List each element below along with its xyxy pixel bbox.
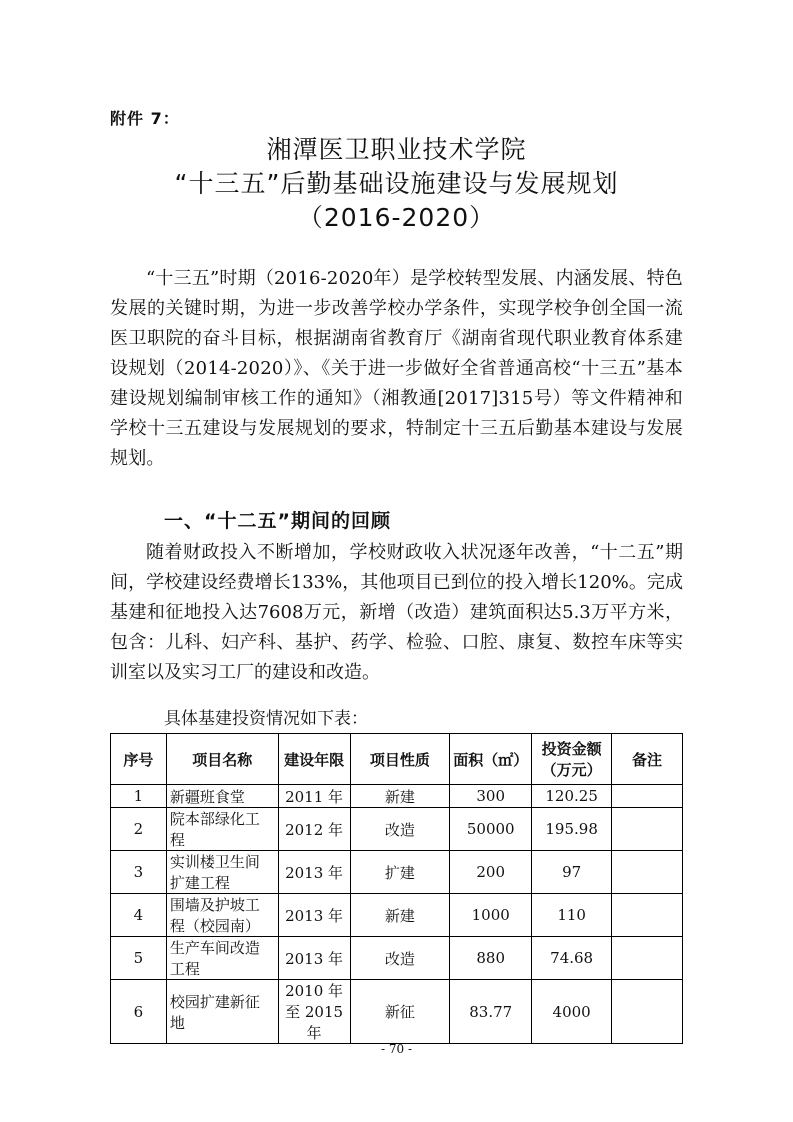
cell-nature: 扩建	[350, 851, 450, 894]
cell-years: 2013 年	[278, 851, 350, 894]
cell-years: 2013 年	[278, 894, 350, 937]
header-invest-line2: （万元）	[541, 761, 602, 779]
cell-remark	[612, 808, 683, 851]
section-heading: 一、“十二五”期间的回顾	[164, 510, 391, 532]
table-header-row	[111, 734, 683, 785]
cell-name: 实训楼卫生间扩建工程	[166, 851, 278, 894]
cell-years: 2012 年	[278, 808, 350, 851]
table-row	[111, 980, 683, 1044]
header-area: 面积（㎡）	[450, 734, 532, 785]
review-paragraph: 随着财政投入不断增加，学校财政收入状况逐年改善，“十二五”期间，学校建设经费增长133%，其他项目已到位的投入增长120%。完成基建和征地投入达7608万元，新增（改造）建筑面积达5.3万平方米，包含：儿科、妇产科、基护、药学、检验、口腔、康复、数控车床等实训室以及实习工厂的建设和改造。	[110, 542, 683, 683]
cell-years: 2010 年至 2015 年	[278, 980, 350, 1044]
table-caption: 具体基建投资情况如下表：	[164, 709, 368, 729]
cell-no: 2	[111, 808, 167, 851]
cell-invest: 195.98	[532, 808, 612, 851]
cell-area: 200	[450, 851, 532, 894]
table-row	[111, 785, 683, 808]
cell-invest: 97	[532, 851, 612, 894]
title-line-3: （2016-2020）	[297, 203, 496, 232]
cell-no: 4	[111, 894, 167, 937]
cell-years: 2011 年	[278, 785, 350, 808]
cell-remark	[612, 894, 683, 937]
cell-area: 83.77	[450, 980, 532, 1044]
attachment-label: 附件 7：	[110, 109, 180, 128]
cell-invest: 4000	[532, 980, 612, 1044]
table-row	[111, 851, 683, 894]
cell-no: 6	[111, 980, 167, 1044]
header-remark: 备注	[612, 734, 683, 785]
cell-name: 生产车间改造工程	[166, 937, 278, 980]
cell-nature: 新建	[350, 785, 450, 808]
cell-no: 3	[111, 851, 167, 894]
header-invest-line1: 投资金额	[541, 740, 602, 758]
table-row	[111, 808, 683, 851]
title-line-2: “十三五”后勤基础设施建设与发展规划	[174, 169, 619, 198]
header-name: 项目名称	[166, 734, 278, 785]
header-years: 建设年限	[278, 734, 350, 785]
cell-invest: 120.25	[532, 785, 612, 808]
cell-remark	[612, 937, 683, 980]
header-nature: 项目性质	[350, 734, 450, 785]
cell-area: 880	[450, 937, 532, 980]
cell-nature: 新建	[350, 894, 450, 937]
cell-nature: 改造	[350, 937, 450, 980]
title-line-1: 湘潭医卫职业技术学院	[266, 135, 527, 164]
cell-name: 院本部绿化工程	[166, 808, 278, 851]
cell-name: 围墙及护坡工程（校园南）	[166, 894, 278, 937]
table-row	[111, 937, 683, 980]
cell-nature: 改造	[350, 808, 450, 851]
cell-invest: 74.68	[532, 937, 612, 980]
header-invest	[532, 734, 612, 785]
header-no: 序号	[111, 734, 167, 785]
cell-invest: 110	[532, 894, 612, 937]
cell-years: 2013 年	[278, 937, 350, 980]
investment-table	[110, 733, 683, 1044]
cell-remark	[612, 785, 683, 808]
cell-remark	[612, 851, 683, 894]
cell-remark	[612, 980, 683, 1044]
cell-name: 校园扩建新征地	[166, 980, 278, 1044]
cell-no: 1	[111, 785, 167, 808]
cell-no: 5	[111, 937, 167, 980]
cell-name: 新疆班食堂	[166, 785, 278, 808]
table-row	[111, 894, 683, 937]
intro-paragraph: “十三五”时期（2016-2020年）是学校转型发展、内涵发展、特色发展的关键时期，为进一步改善学校办学条件，实现学校争创全国一流医卫职院的奋斗目标，根据湖南省教育厅《湖南省现代职业教育体系建设规划（2014-2020）》、《关于进一步做好全省普通高校“十三五”基本建设规划编制审核工作的通知》（湘教通[2017]315号）等文件精神和学校十三五建设与发展规划的要求，特制定十三五后勤基本建设与发展规划。	[110, 268, 683, 469]
cell-area: 300	[450, 785, 532, 808]
cell-area: 50000	[450, 808, 532, 851]
cell-area: 1000	[450, 894, 532, 937]
cell-nature: 新征	[350, 980, 450, 1044]
page-number: - 70 -	[380, 1042, 412, 1056]
